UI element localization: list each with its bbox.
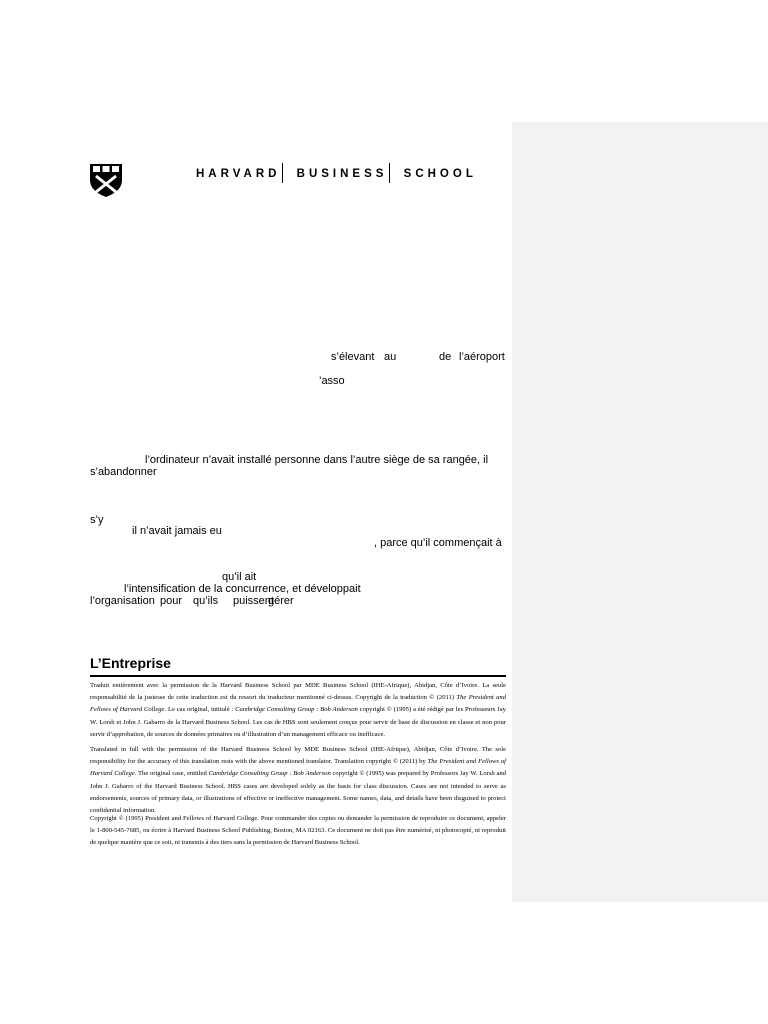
french-permission-paragraph: Traduit entièrement avec la permission de la Harvard Business School par MDE Business School (IHE-Afrique), Abidjan, Côte d’Ivoire. La seule responsabilité de la justesse de cette traduction est du ressort du traducteur mentionné ci-dessus. Copyright de la traduction © (2011) The President and Fellows of Harvard College. Le cas original, intitulé : Cambridge Consulting Group : Bob Anderson copyright © (1995) a été rédigé par les Professeurs Jay W. Lorsh et John J. Gabarro de la Harvard Business School. Les cas de HBS sont seulement conçus pour servir de base de discussion en classe et non pour servir d’approbation, de sources de données primaires ou d’illustration d’un management efficace ou inefficace.: [90, 682, 506, 738]
text-fragment: puissent: [233, 595, 274, 607]
wordmark-harvard: HARVARD: [196, 168, 281, 180]
text-fragment: qu’il ait: [222, 571, 257, 583]
comment-sidebar: [512, 122, 768, 902]
section-title: L’Entreprise: [90, 655, 171, 671]
wordmark-business: BUSINESS: [296, 168, 388, 180]
text-fragment: de: [439, 351, 452, 363]
text-fragment: gérer: [268, 595, 294, 607]
text-fragment: pour: [160, 595, 183, 607]
harvard-business-school-wordmark: [196, 163, 477, 183]
text-fragment: au: [384, 351, 397, 363]
section-divider: [90, 675, 506, 677]
text-fragment: qu’ils: [193, 595, 219, 607]
text-fragment: l’aéroport: [459, 351, 505, 363]
text-fragment: s’élevant: [331, 351, 375, 363]
english-permission-paragraph: Translated in full with the permission of the Harvard Business School by MDE Business School (IHE-Afrique), Abidjan, Côte d’Ivoire. The sole responsibility for the accuracy of this translation rests with the above mentioned translator. Translation copyright © (2011) by The President and Fellows of Harvard College. The original case, entitled Cambridge Consulting Group : Bob Anderson copyright © (1995) was prepared by Professors Jay W. Lorsh and John J. Gabarro of the Harvard Business School. HBS cases are developed solely as the basis for class discussion. Cases are not intended to serve as endorsements, sources of primary data, or illustrations of effective or ineffective management. Some names, data, and details have been disguised to protect confidential information.: [90, 746, 506, 815]
copyright-paragraph: Copyright © (1995) President and Fellows of Harvard College. Pour commander des copies ou demander la permission de reproduire ce document, appeler le 1-800-545-7685, ou écrire à Harvard Business School Publishing, Boston, MA 02163. Ce document ne doit pas être numérisé, ni photocopié, ni reproduit de quelque manière que ce soit, ni transmis à des tiers sans la permission de Harvard Business School.: [90, 815, 506, 847]
text-fragment: l’organisation: [90, 595, 155, 607]
wordmark-school: SCHOOL: [403, 168, 477, 180]
text-fragment: , parce qu’il commençait à: [374, 537, 502, 549]
text-fragment: s’abandonner: [90, 466, 157, 478]
text-fragment: s’y: [90, 514, 104, 526]
text-fragment: il n’avait jamais eu: [132, 525, 222, 537]
text-fragment: l’intensification de la concurrence, et développait: [124, 583, 361, 595]
text-fragment: ’asso: [319, 375, 345, 387]
text-fragment: l’ordinateur n’avait installé personne dans l’autre siège de sa rangée, il: [145, 454, 489, 466]
harvard-shield-icon: [88, 162, 124, 198]
